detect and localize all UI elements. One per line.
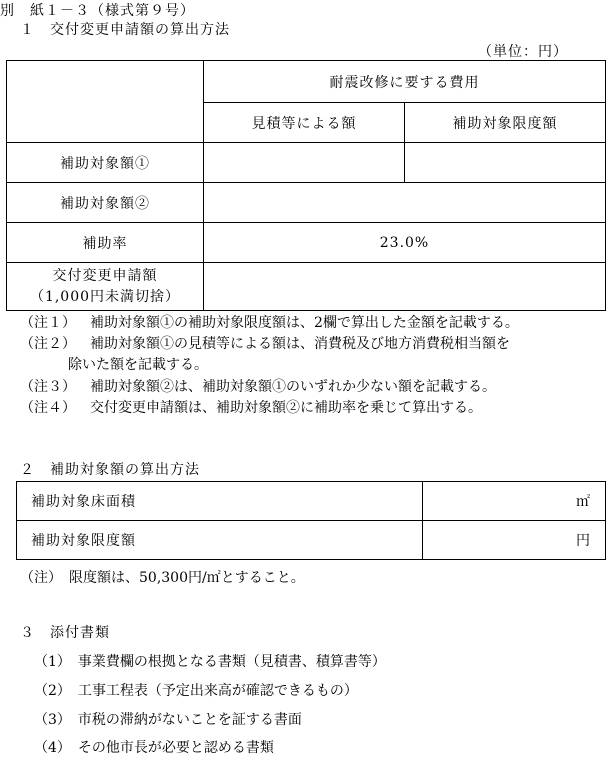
floor-area-label: 補助対象床面積	[17, 482, 423, 521]
section2-note: （注） 限度額は、50,300円/㎡とすること。	[20, 570, 305, 586]
cell-subsidy2-value[interactable]	[204, 183, 606, 223]
row-label-change-amount	[7, 263, 204, 311]
application-amount-table	[6, 60, 606, 311]
note-2	[20, 333, 510, 353]
group-header-cell: 耐震改修に要する費用	[204, 61, 606, 103]
col-limit-header: 補助対象限度額	[405, 103, 606, 143]
note-text: 補助対象額①の補助対象限度額は、2欄で算出した金額を記載する。	[90, 315, 519, 331]
row-label-rate: 補助率	[7, 223, 204, 263]
table1-corner-cell	[7, 61, 204, 143]
attachment-item-3: （3） 市税の滞納がないことを証する書面	[34, 712, 302, 728]
cell-change-amount-value[interactable]	[204, 263, 606, 311]
note-tag: （注２）	[20, 336, 76, 352]
cell-subsidy1-estimate[interactable]	[204, 143, 405, 183]
note-tag: （注４）	[20, 400, 76, 416]
change-amount-sublabel: （1,000円未満切捨）	[29, 288, 181, 305]
note-tag: （注１）	[20, 315, 76, 331]
note-4	[20, 397, 482, 417]
row-label-subsidy1: 補助対象額①	[7, 143, 204, 183]
form-label: 別 紙１－３（様式第９号）	[0, 3, 195, 19]
note-2-continuation: 除いた額を記載する。	[68, 357, 208, 373]
note-1	[20, 312, 519, 332]
note-text: 補助対象額①の見積等による額は、消費税及び地方消費税相当額を	[90, 336, 510, 352]
limit-amount-label: 補助対象限度額	[17, 521, 423, 560]
note-text: 補助対象額②は、補助対象額①のいずれか少ない額を記載する。	[90, 379, 496, 395]
attachment-item-4: （4） その他市長が必要と認める書類	[34, 740, 274, 756]
section3-title: ３ 添付書類	[20, 625, 110, 641]
cell-rate-value: 23.0%	[204, 223, 606, 263]
subsidy-calc-table	[16, 481, 606, 560]
change-amount-label: 交付変更申請額	[52, 267, 158, 284]
note-tag: （注３）	[20, 379, 76, 395]
note-text: 交付変更申請額は、補助対象額②に補助率を乗じて算出する。	[90, 400, 482, 416]
attachment-item-2: （2） 工事工程表（予定出来高が確認できるもの）	[34, 683, 358, 699]
section2-title: ２ 補助対象額の算出方法	[20, 462, 200, 478]
unit-label: （単位：円）	[478, 44, 568, 60]
col-estimate-header: 見積等による額	[204, 103, 405, 143]
section1-title: １ 交付変更申請額の算出方法	[20, 22, 230, 38]
note-3	[20, 376, 496, 396]
cell-subsidy1-limit[interactable]	[405, 143, 606, 183]
limit-amount-unit[interactable]: 円	[423, 521, 606, 560]
attachment-item-1: （1） 事業費欄の根拠となる書類（見積書、積算書等）	[34, 654, 386, 670]
floor-area-unit[interactable]: ㎡	[423, 482, 606, 521]
row-label-subsidy2: 補助対象額②	[7, 183, 204, 223]
